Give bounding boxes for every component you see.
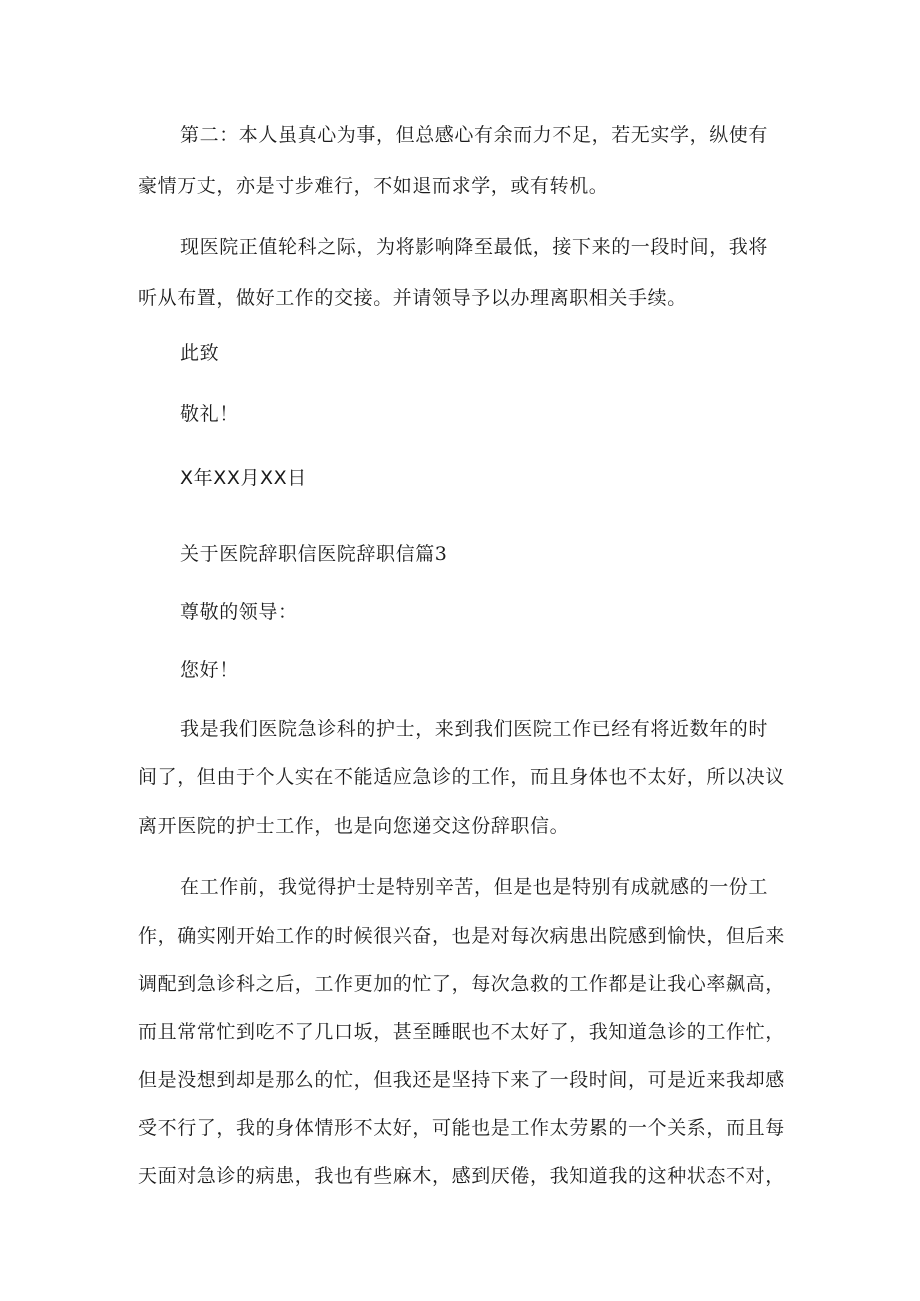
paragraph-intro-line-1: 我是我们医院急诊科的护士，来到我们医院工作已经有将近数年的时 (180, 718, 769, 740)
paragraph-handover-line-1: 现医院正值轮科之际，为将影响降至最低，接下来的一段时间，我将 (180, 236, 769, 258)
paragraph-intro-line-3: 离开医院的护士工作，也是向您递交这份辞职信。 (138, 815, 570, 837)
paragraph-body-line-3: 调配到急诊科之后，工作更加的忙了，每次急救的工作都是让我心率飙高， (138, 973, 785, 995)
letter-3-salutation: 尊敬的领导： (180, 601, 298, 623)
paragraph-handover-line-2: 听从布置，做好工作的交接。并请领导予以办理离职相关手续。 (138, 287, 687, 309)
letter-3-greeting: 您好！ (180, 659, 239, 681)
paragraph-body-line-6: 受不行了，我的身体情形不太好，可能也是工作太劳累的一个关系，而且每 (138, 1117, 785, 1139)
paragraph-intro-line-2: 间了，但由于个人实在不能适应急诊的工作，而且身体也不太好，所以决议 (138, 766, 785, 788)
paragraph-body-line-5: 但是没想到却是那么的忙，但我还是坚持下来了一段时间，可是近来我却感 (138, 1069, 785, 1091)
paragraph-reason-two-line-1: 第二：本人虽真心为事，但总感心有余而力不足，若无实学，纵使有 (180, 124, 769, 146)
paragraph-body-line-1: 在工作前，我觉得护士是特别辛苦，但是也是特别有成就感的一份工 (180, 876, 769, 898)
paragraph-body-line-4: 而且常常忙到吃不了几口坂，甚至睡眠也不太好了，我知道急诊的工作忙， (138, 1021, 785, 1043)
closing-respectfully: 此致 (180, 342, 220, 364)
closing-salute: 敬礼！ (180, 403, 239, 425)
letter-3-heading: 关于医院辞职信医院辞职信篇3 (180, 543, 448, 565)
letter-date: X年XX月XX日 (180, 467, 307, 489)
paragraph-body-line-7: 天面对急诊的病患，我也有些麻木，感到厌倦，我知道我的这种状态不对， (138, 1165, 785, 1187)
paragraph-body-line-2: 作，确实刚开始工作的时候很兴奋，也是对每次病患出院感到愉快，但后来 (138, 925, 785, 947)
paragraph-reason-two-line-2: 豪情万丈，亦是寸步难行，不如退而求学，或有转机。 (138, 175, 609, 197)
